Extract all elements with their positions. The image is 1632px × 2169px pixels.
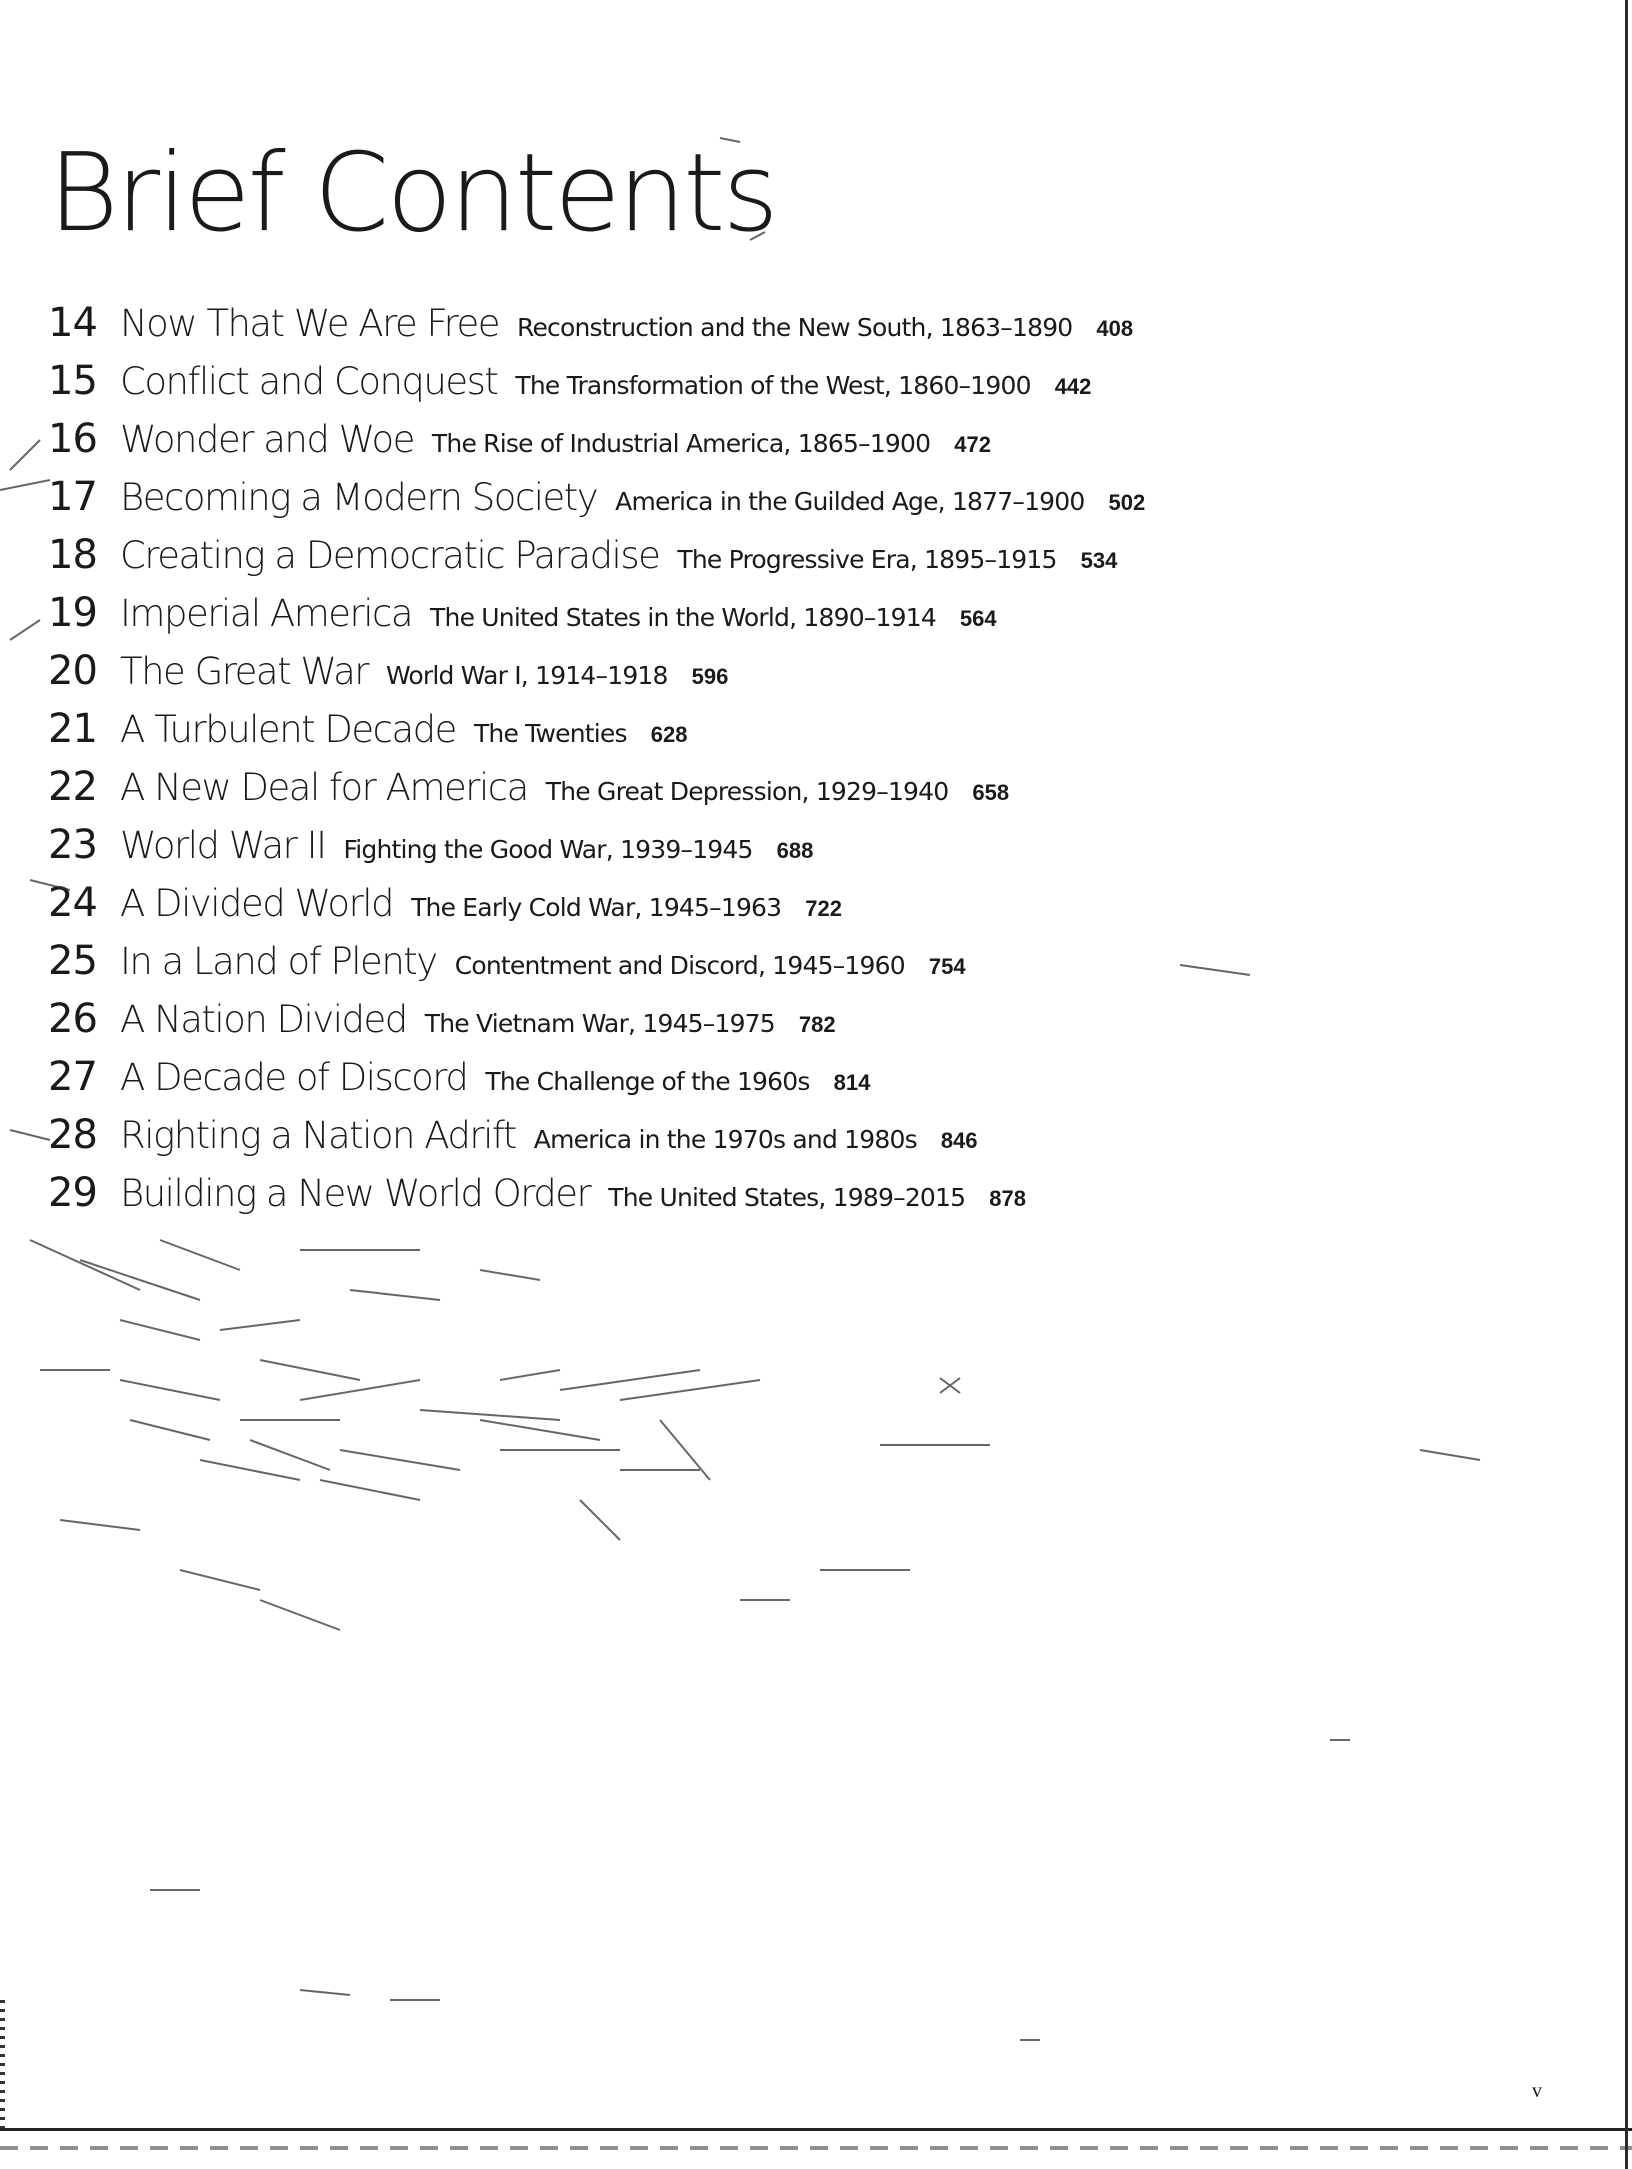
chapter-number: 21 <box>48 706 97 752</box>
chapter-subtitle: The Rise of Industrial America, 1865–1900 <box>431 429 931 458</box>
chapter-title: A Nation Divided <box>120 998 407 1041</box>
chapter-title: Becoming a Modern Society <box>120 476 598 519</box>
chapter-subtitle: The Transformation of the West, 1860–1900 <box>515 371 1031 400</box>
toc-entry[interactable] <box>48 1054 1198 1112</box>
chapter-page-number: 564 <box>959 606 997 631</box>
chapter-number: 18 <box>48 532 97 578</box>
chapter-subtitle: Contentment and Discord, 1945–1960 <box>454 951 905 980</box>
chapter-number: 19 <box>48 590 97 636</box>
toc-entry[interactable] <box>48 706 1198 764</box>
chapter-title: Righting a Nation Adrift <box>120 1114 516 1157</box>
chapter-page-number: 442 <box>1054 374 1092 399</box>
chapter-subtitle: The Twenties <box>473 719 627 748</box>
toc-entry[interactable] <box>48 1112 1198 1170</box>
scan-bottom-edge <box>0 2146 1632 2150</box>
chapter-title: Wonder and Woe <box>120 418 414 461</box>
chapter-subtitle: Fighting the Good War, 1939–1945 <box>343 835 753 864</box>
chapter-title: Creating a Democratic Paradise <box>120 534 660 577</box>
chapter-subtitle: The Challenge of the 1960s <box>485 1067 810 1096</box>
toc-entry[interactable] <box>48 938 1198 996</box>
chapter-page-number: 502 <box>1108 490 1146 515</box>
toc-entry[interactable] <box>48 880 1198 938</box>
chapter-title: Now That We Are Free <box>120 302 500 345</box>
chapter-subtitle: America in the Guilded Age, 1877–1900 <box>615 487 1085 516</box>
chapter-title: World War II <box>120 824 326 867</box>
chapter-subtitle: Reconstruction and the New South, 1863–1890 <box>517 313 1073 342</box>
chapter-subtitle: America in the 1970s and 1980s <box>533 1125 917 1154</box>
table-of-contents <box>48 300 1198 1228</box>
chapter-number: 15 <box>48 358 97 404</box>
toc-entry[interactable] <box>48 1170 1198 1228</box>
chapter-page-number: 658 <box>972 780 1010 805</box>
chapter-number: 20 <box>48 648 97 694</box>
chapter-number: 24 <box>48 880 97 926</box>
chapter-subtitle: The Great Depression, 1929–1940 <box>545 777 949 806</box>
chapter-subtitle: The United States, 1989–2015 <box>608 1183 966 1212</box>
toc-entry[interactable] <box>48 532 1198 590</box>
toc-entry[interactable] <box>48 996 1198 1054</box>
chapter-title: A Turbulent Decade <box>120 708 456 751</box>
chapter-number: 14 <box>48 300 97 346</box>
chapter-number: 26 <box>48 996 97 1042</box>
chapter-page-number: 722 <box>805 896 842 921</box>
chapter-page-number: 472 <box>954 432 991 457</box>
toc-entry[interactable] <box>48 474 1198 532</box>
chapter-page-number: 408 <box>1096 316 1134 341</box>
scan-edge-marks <box>0 2000 5 2130</box>
chapter-title: Conflict and Conquest <box>120 360 498 403</box>
chapter-title: In a Land of Plenty <box>120 940 437 983</box>
page-number: v <box>1532 2080 1542 2102</box>
chapter-title: A New Deal for America <box>120 766 528 809</box>
bottom-rule <box>0 2128 1632 2131</box>
toc-entry[interactable] <box>48 822 1198 880</box>
page-title: Brief Contents <box>48 131 776 256</box>
chapter-page-number: 754 <box>928 954 966 979</box>
chapter-page-number: 534 <box>1080 548 1118 573</box>
chapter-page-number: 814 <box>833 1070 871 1095</box>
chapter-title: A Decade of Discord <box>120 1056 468 1099</box>
toc-entry[interactable] <box>48 416 1198 474</box>
toc-entry[interactable] <box>48 764 1198 822</box>
chapter-number: 27 <box>48 1054 97 1100</box>
chapter-subtitle: The Progressive Era, 1895–1915 <box>677 545 1057 574</box>
chapter-page-number: 846 <box>940 1128 978 1153</box>
chapter-number: 29 <box>48 1170 97 1216</box>
chapter-subtitle: World War I, 1914–1918 <box>385 661 668 690</box>
chapter-page-number: 878 <box>989 1186 1026 1211</box>
chapter-title: A Divided World <box>120 882 394 925</box>
toc-entry[interactable] <box>48 300 1198 358</box>
chapter-number: 17 <box>48 474 97 520</box>
chapter-subtitle: The Vietnam War, 1945–1975 <box>424 1009 775 1038</box>
chapter-title: Imperial America <box>120 592 413 635</box>
chapter-number: 23 <box>48 822 97 868</box>
chapter-title: The Great War <box>120 650 368 693</box>
chapter-page-number: 782 <box>798 1012 836 1037</box>
toc-entry[interactable] <box>48 590 1198 648</box>
toc-entry[interactable] <box>48 358 1198 416</box>
chapter-subtitle: The Early Cold War, 1945–1963 <box>411 893 782 922</box>
chapter-page-number: 628 <box>650 722 688 747</box>
chapter-number: 16 <box>48 416 97 462</box>
chapter-page-number: 596 <box>691 664 729 689</box>
chapter-number: 22 <box>48 764 97 810</box>
chapter-number: 25 <box>48 938 97 984</box>
chapter-subtitle: The United States in the World, 1890–1914 <box>430 603 936 632</box>
toc-entry[interactable] <box>48 648 1198 706</box>
scan-right-edge <box>1625 0 1628 2169</box>
chapter-number: 28 <box>48 1112 97 1158</box>
chapter-title: Building a New World Order <box>120 1172 591 1215</box>
chapter-page-number: 688 <box>776 838 814 863</box>
